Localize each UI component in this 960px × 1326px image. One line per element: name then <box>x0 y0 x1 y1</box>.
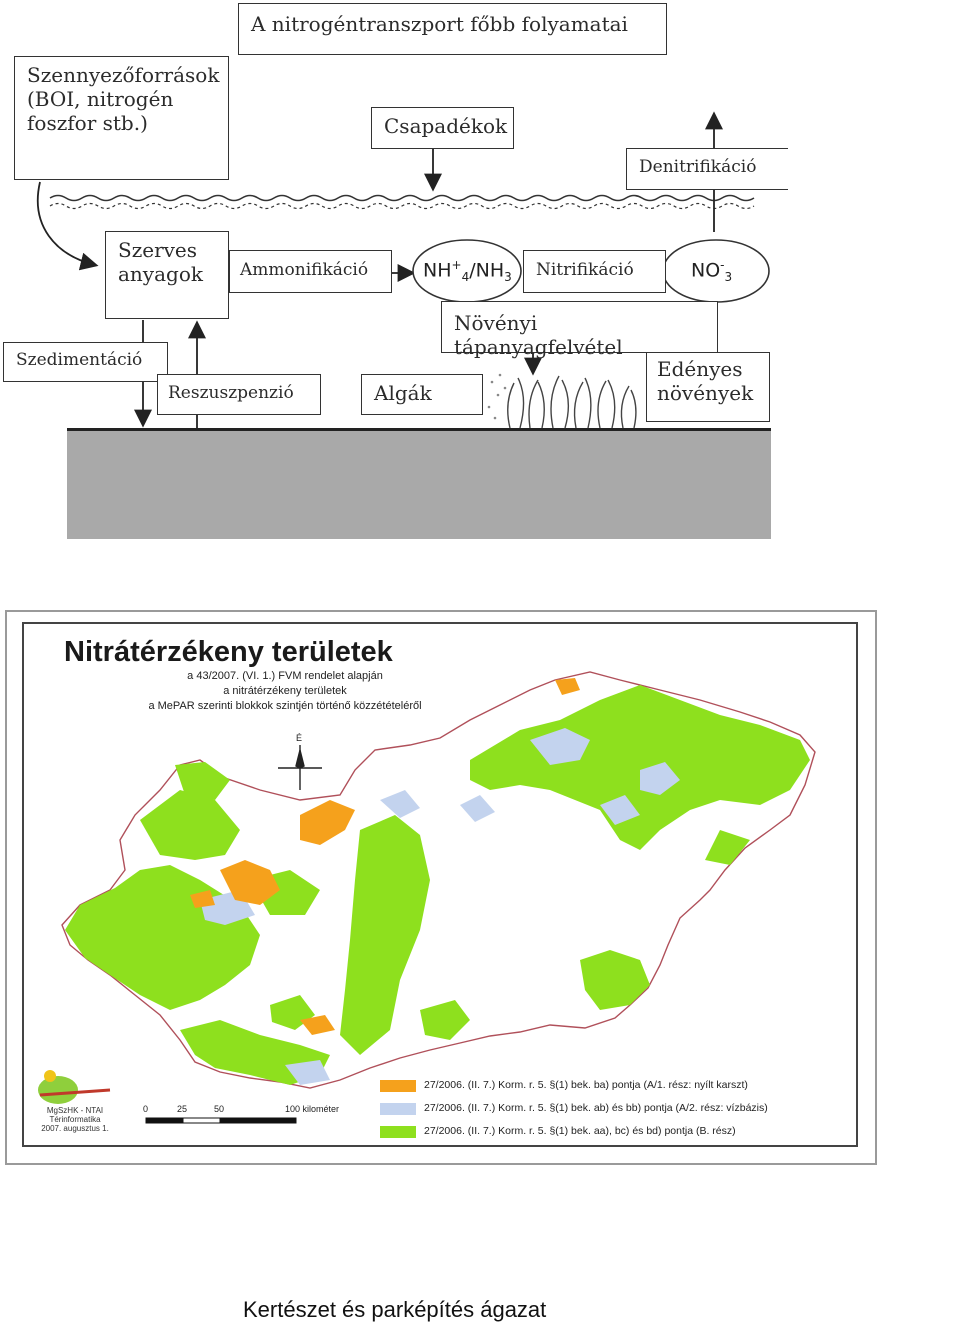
map-credit-line: MgSzHK - NTAI <box>46 1106 104 1115</box>
plant-uptake-box: Növényi tápanyagfelvétel <box>441 301 718 353</box>
nitrification-box: Nitrifikáció <box>523 250 666 293</box>
precipitation-box: Csapadékok <box>371 107 514 149</box>
compass-north-label: É <box>296 733 303 743</box>
scale-label: 50 <box>214 1104 225 1114</box>
ammonification-box: Ammonifikáció <box>229 250 392 293</box>
pollution-sources-line: foszfor stb.) <box>27 111 148 135</box>
map-title: Nitrátérzékeny területek <box>64 636 393 668</box>
map-credit <box>30 1106 120 1134</box>
scale-label: 0 <box>143 1104 149 1114</box>
page-footer: Kertészet és parképítés ágazat <box>243 1297 547 1322</box>
scale-bar <box>146 1118 296 1123</box>
legend-swatch-blue <box>380 1103 416 1115</box>
compass-icon <box>278 745 322 790</box>
scale-label: 100 kilométer <box>285 1104 340 1114</box>
legend-label: 27/2006. (II. 7.) Korm. r. 5. §(1) bek. ba) pontja (A/1. rész: nyílt karszt) <box>424 1079 748 1091</box>
pollution-sources-line: Szennyezőforrások <box>27 63 220 87</box>
scale-label: 25 <box>177 1104 188 1114</box>
vascular-plants-line: Edényes <box>657 357 743 381</box>
map-subtitle-line: a 43/2007. (VI. 1.) FVM rendelet alapján <box>187 670 383 682</box>
map-credit-line: 2007. augusztus 1. <box>41 1124 109 1134</box>
algae-box: Algák <box>361 374 483 415</box>
nitrate-label: $NO^-_3$ <box>691 258 733 285</box>
organic-matter-line: Szerves <box>118 238 198 262</box>
map-credit-line: Térinformatika <box>49 1115 101 1125</box>
map-subtitle-line: a nitrátérzékeny területek <box>223 685 347 697</box>
ministry-logo <box>38 1070 110 1104</box>
diagram-title: A nitrogéntranszport főbb folyamatai <box>238 3 667 55</box>
legend-swatch-orange <box>380 1080 416 1092</box>
denitrification-box: Denitrifikáció <box>626 148 788 190</box>
legend-label: 27/2006. (II. 7.) Korm. r. 5. §(1) bek. ab) és bb) pontja (A/2. rész: vízbázis) <box>424 1102 768 1114</box>
ammonium-label: $NH^+_4/NH_3$ <box>423 258 512 285</box>
vascular-plants-line: növények <box>657 381 754 405</box>
legend-swatch-green <box>380 1126 416 1138</box>
map-subtitle-line: a MePAR szerinti blokkok szintjén történő közzétételéről <box>148 700 422 712</box>
legend-label: 27/2006. (II. 7.) Korm. r. 5. §(1) bek. aa), bc) és bd) pontja (B. rész) <box>424 1125 736 1137</box>
organic-matter-line: anyagok <box>118 262 203 286</box>
pollution-sources-line: (BOI, nitrogén <box>27 87 174 111</box>
resuspension-box: Reszuszpenzió <box>157 374 321 415</box>
sedimentation-box: Szedimentáció <box>3 342 168 382</box>
